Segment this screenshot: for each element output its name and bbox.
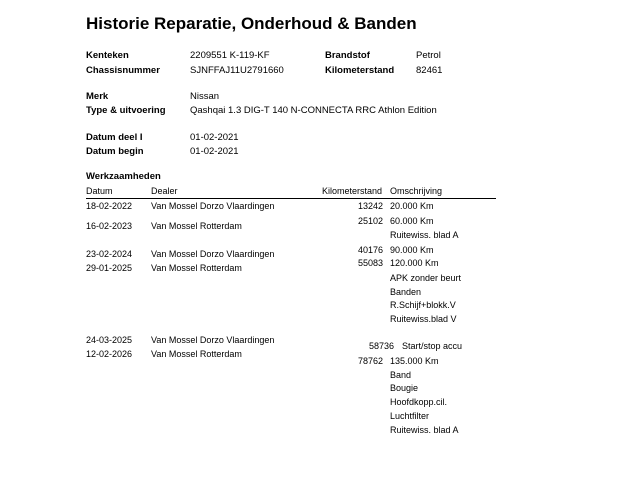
werkzaamheden-heading: Werkzaamheden xyxy=(86,171,161,182)
entry-km: 78762 xyxy=(357,356,383,366)
entry-desc: Ruitewiss. blad A xyxy=(390,425,459,435)
kilometerstand-label: Kilometerstand xyxy=(325,65,395,76)
entry-km: 55083 xyxy=(357,258,383,268)
entry-desc: Luchtfilter xyxy=(390,411,430,421)
datum-deel-value: 01-02-2021 xyxy=(190,132,239,143)
chassis-label: Chassisnummer xyxy=(86,65,160,76)
brandstof-label: Brandstof xyxy=(325,50,370,61)
brandstof-value: Petrol xyxy=(416,50,441,61)
row-4-datum: 29-01-2025 xyxy=(86,263,133,273)
column-header-dealer: Dealer xyxy=(151,186,178,196)
entry-desc: 135.000 Km xyxy=(390,356,439,366)
type-label: Type & uitvoering xyxy=(86,105,166,116)
column-header-omschrijving: Omschrijving xyxy=(390,186,443,196)
entry-desc: APK zonder beurt xyxy=(390,273,462,283)
type-value: Qashqai 1.3 DIG-T 140 N-CONNECTA RRC Athlon Edition xyxy=(190,105,437,116)
row-4-dealer: Van Mossel Rotterdam xyxy=(151,263,242,273)
chassis-value: SJNFFAJ11U2791660 xyxy=(190,65,284,76)
entry-desc: Band xyxy=(390,370,412,380)
entry-desc: Start/stop accu xyxy=(402,341,463,351)
kenteken-value: 2209551 K-119-KF xyxy=(190,50,270,61)
column-header-datum: Datum xyxy=(86,186,113,196)
entry-km: 58736 xyxy=(368,341,394,351)
datum-deel-label: Datum deel I xyxy=(86,132,143,143)
entry-desc: Bougie xyxy=(390,383,419,393)
kilometerstand-value: 82461 xyxy=(416,65,443,76)
entry-desc: 60.000 Km xyxy=(390,216,434,226)
entry-desc: Ruitewiss.blad V xyxy=(390,314,457,324)
row-3-dealer: Van Mossel Dorzo Vlaardingen xyxy=(151,249,275,259)
entry-desc: Banden xyxy=(390,287,422,297)
entry-desc: Ruitewiss. blad A xyxy=(390,230,459,240)
datum-begin-value: 01-02-2021 xyxy=(190,146,239,157)
row-2-dealer: Van Mossel Rotterdam xyxy=(151,221,242,231)
row-6-dealer: Van Mossel Rotterdam xyxy=(151,349,242,359)
entry-desc: 20.000 Km xyxy=(390,201,434,211)
page-title: Historie Reparatie, Onderhoud & Banden xyxy=(86,14,417,33)
row-1-dealer: Van Mossel Dorzo Vlaardingen xyxy=(151,201,275,211)
row-3-datum: 23-02-2024 xyxy=(86,249,133,259)
entry-desc: 90.000 Km xyxy=(390,245,434,255)
merk-label: Merk xyxy=(86,91,109,102)
header-divider xyxy=(86,198,496,199)
entry-km: 13242 xyxy=(357,201,383,211)
row-2-datum: 16-02-2023 xyxy=(86,221,133,231)
column-header-kilometerstand: Kilometerstand xyxy=(321,186,382,196)
kenteken-label: Kenteken xyxy=(86,50,129,61)
row-5-dealer: Van Mossel Dorzo Vlaardingen xyxy=(151,335,275,345)
row-5-datum: 24-03-2025 xyxy=(86,335,133,345)
row-6-datum: 12-02-2026 xyxy=(86,349,133,359)
datum-begin-label: Datum begin xyxy=(86,146,144,157)
entry-desc: R.Schijf+blokk.V xyxy=(390,300,456,310)
entry-km: 25102 xyxy=(357,216,383,226)
row-1-datum: 18-02-2022 xyxy=(86,201,133,211)
entry-desc: Hoofdkopp.cil. xyxy=(390,397,448,407)
entry-km: 40176 xyxy=(357,245,383,255)
entry-desc: 120.000 Km xyxy=(390,258,439,268)
merk-value: Nissan xyxy=(190,91,220,102)
